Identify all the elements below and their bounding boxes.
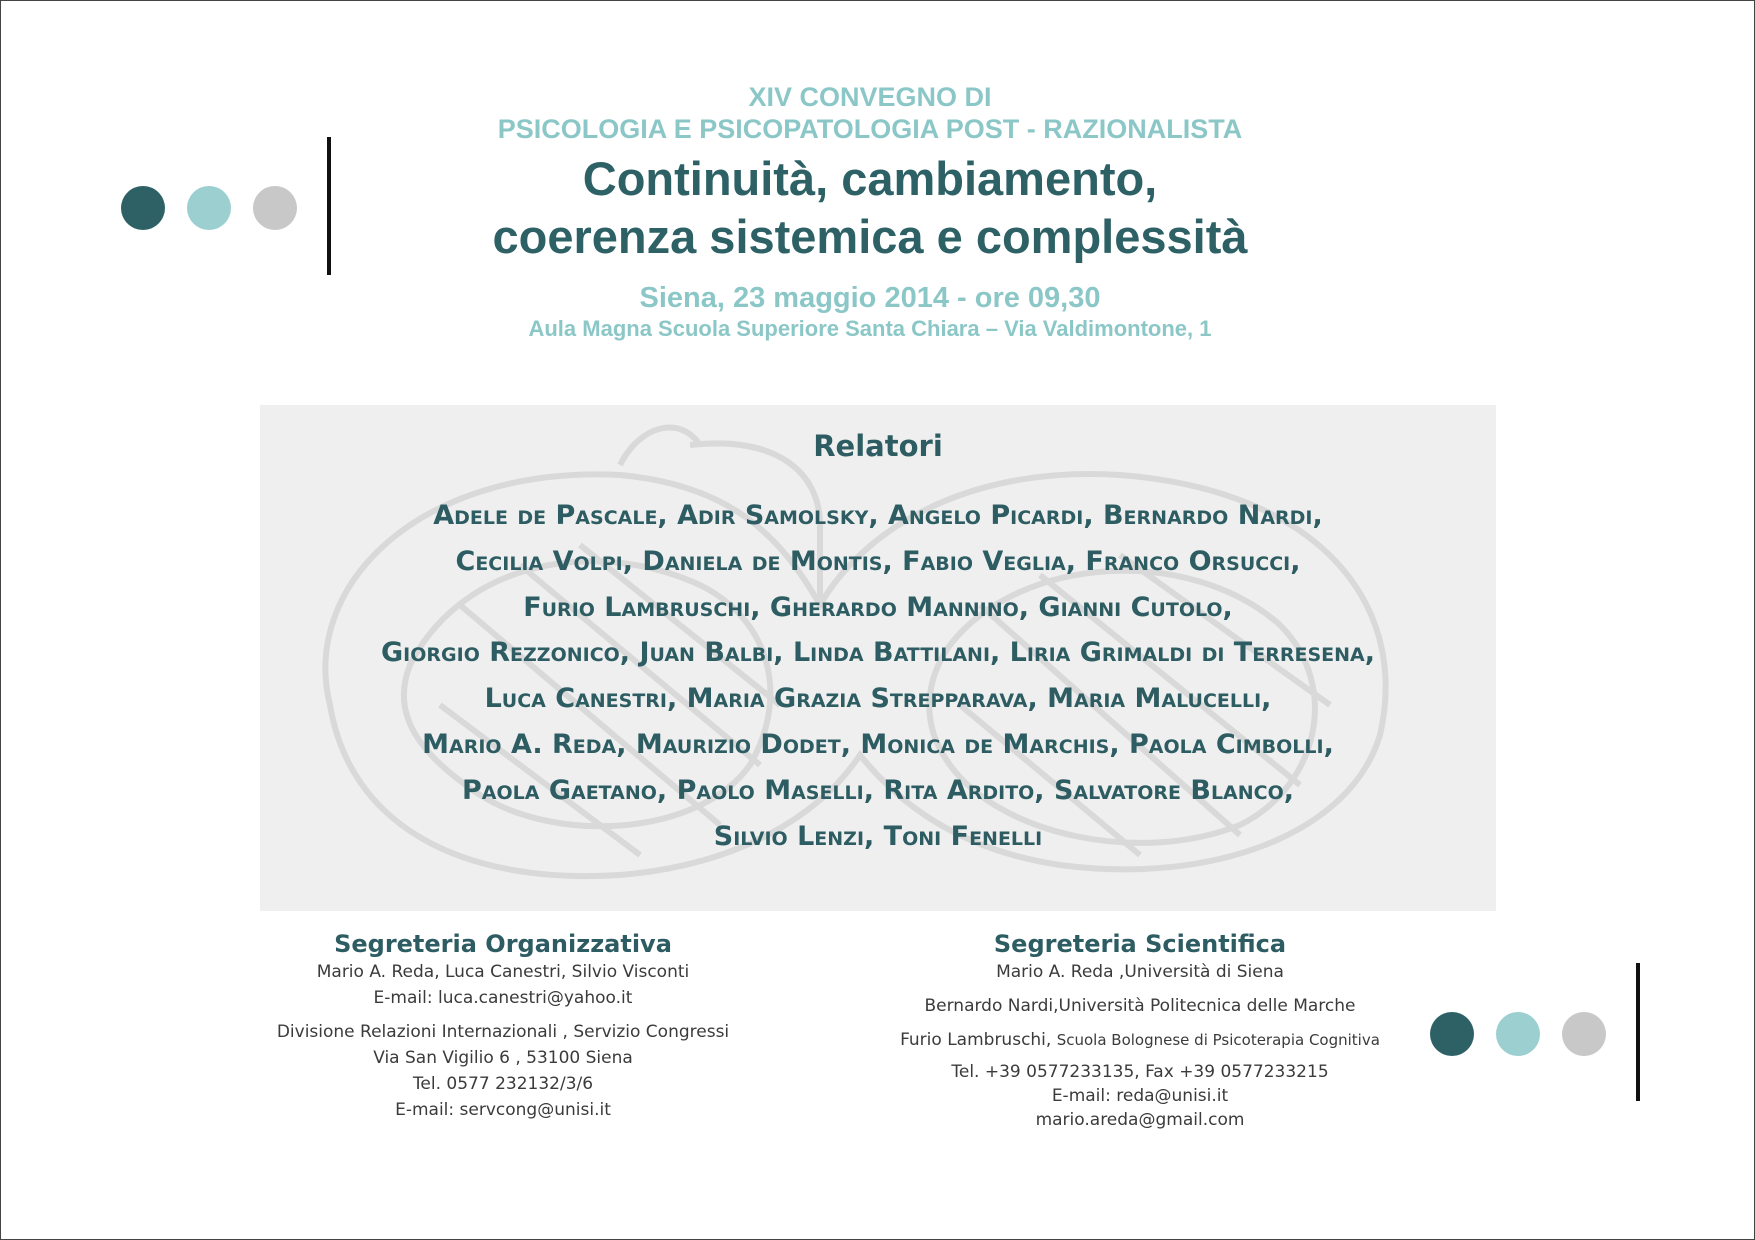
light-teal-dot-icon — [187, 186, 231, 230]
speaker-line: Cecilia Volpi, Daniela de Montis, Fabio Veglia, Franco Orsucci, — [455, 545, 1301, 577]
segreteria-organizzativa-title: Segreteria Organizzativa — [334, 930, 672, 958]
org-email-1: E-mail: luca.canestri@yahoo.it — [373, 988, 633, 1008]
speaker-line: Mario A. Reda, Maurizio Dodet, Monica de Marchis, Paola Cimbolli, — [422, 728, 1334, 760]
org-email-2: E-mail: servcong@unisi.it — [395, 1100, 611, 1120]
speakers-panel — [260, 405, 1496, 911]
title-line-2: coerenza sistemica e complessità — [492, 210, 1248, 263]
grey-dot-icon — [253, 186, 297, 230]
convegno-line-1: XIV CONVEGNO DI — [748, 82, 992, 112]
sci-tel: Tel. +39 0577233135, Fax +39 0577233215 — [951, 1062, 1329, 1082]
grey-dot-icon — [1562, 1012, 1606, 1056]
sci-line-3 — [880, 1030, 1400, 1050]
sci-line-3-name: Furio Lambruschi, — [900, 1030, 1052, 1050]
dark-teal-dot-icon — [121, 186, 165, 230]
dark-teal-dot-icon — [1430, 1012, 1474, 1056]
segreteria-scientifica-title: Segreteria Scientifica — [993, 930, 1287, 958]
sci-line-3-affiliation: Scuola Bolognese di Psicoterapia Cognitiva — [1056, 1031, 1380, 1049]
convegno-line-2: PSICOLOGIA E PSICOPATOLOGIA POST - RAZIONALISTA — [497, 114, 1243, 144]
speaker-line: Silvio Lenzi, Toni Fenelli — [713, 820, 1043, 852]
speaker-line: Paola Gaetano, Paolo Maselli, Rita Ardito, Salvatore Blanco, — [461, 774, 1295, 806]
speaker-line: Giorgio Rezzonico, Juan Balbi, Linda Battilani, Liria Grimaldi di Terresena, — [381, 637, 1375, 669]
segreteria-scientifica — [880, 930, 1400, 1130]
vertical-divider — [327, 137, 331, 275]
sci-email-1: E-mail: reda@unisi.it — [1051, 1086, 1229, 1106]
org-members: Mario A. Reda, Luca Canestri, Silvio Visconti — [316, 962, 690, 982]
sci-line-1: Mario A. Reda ,Università di Siena — [996, 962, 1284, 982]
venue: Aula Magna Scuola Superiore Santa Chiara – Via Valdimontone, 1 — [528, 316, 1212, 341]
relatori-heading: Relatori — [813, 429, 943, 463]
date-time: Siena, 23 maggio 2014 - ore 09,30 — [639, 282, 1101, 314]
conference-title — [340, 150, 1400, 266]
segreteria-organizzativa — [260, 930, 746, 1120]
speaker-line: Luca Canestri, Maria Grazia Strepparava, Maria Malucelli, — [484, 683, 1272, 715]
speaker-line: Furio Lambruschi, Gherardo Mannino, Gianni Cutolo, — [523, 591, 1233, 623]
sci-email-2: mario.areda@gmail.com — [1035, 1110, 1245, 1130]
speaker-line: Adele de Pascale, Adir Samolsky, Angelo Picardi, Bernardo Nardi, — [433, 500, 1323, 531]
org-tel: Tel. 0577 232132/3/6 — [412, 1074, 594, 1094]
speaker-list — [260, 493, 1496, 859]
org-division: Divisione Relazioni Internazionali , Servizio Congressi — [276, 1022, 730, 1042]
title-line-1: Continuità, cambiamento, — [582, 152, 1158, 205]
vertical-divider — [1636, 963, 1640, 1101]
light-teal-dot-icon — [1496, 1012, 1540, 1056]
org-address: Via San Vigilio 6 , 53100 Siena — [373, 1048, 633, 1068]
sci-line-2: Bernardo Nardi,Università Politecnica delle Marche — [924, 996, 1356, 1016]
